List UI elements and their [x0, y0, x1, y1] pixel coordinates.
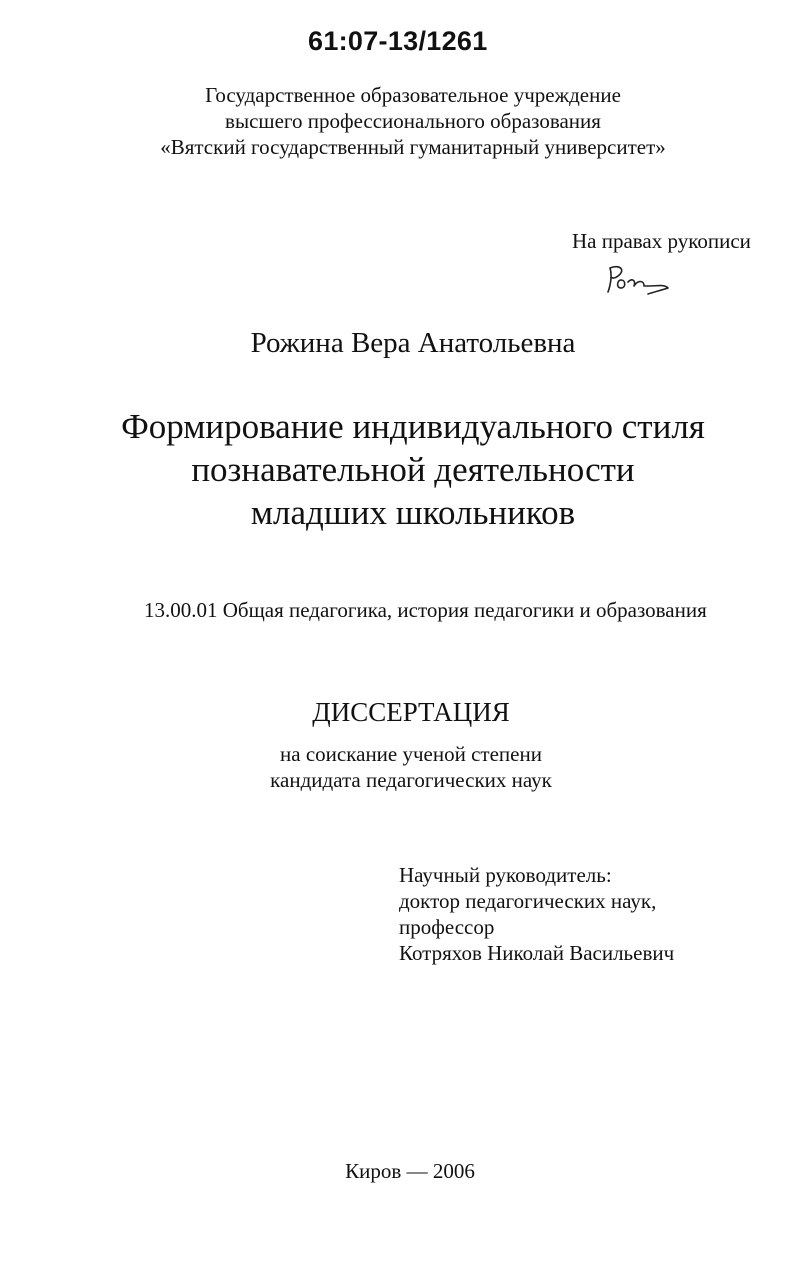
degree-block	[0, 741, 792, 793]
degree-line: на соискание ученой степени	[280, 742, 542, 766]
supervisor-line: профессор	[399, 915, 495, 939]
handwritten-signature	[604, 262, 680, 298]
degree-line: кандидата педагогических наук	[270, 768, 552, 792]
supervisor-line: Котряхов Николай Васильевич	[399, 941, 675, 965]
institution-line: «Вятский государственный гуманитарный университет»	[160, 135, 666, 159]
author-name: Рожина Вера Анатольевна	[250, 327, 576, 359]
specialty-code: 13.00.01 Общая педагогика, история педагогики и образования	[144, 598, 707, 622]
manuscript-rights-label: На правах рукописи	[572, 229, 751, 253]
title-line: Формирование индивидуального стиля	[121, 407, 705, 446]
document-type: ДИССЕРТАЦИЯ	[312, 697, 510, 727]
title-line: младших школьников	[250, 493, 576, 532]
institution-line: Государственное образовательное учреждение	[205, 83, 621, 107]
institution-block	[0, 82, 792, 160]
archive-stamp-code: 61:07-13/1261	[308, 26, 488, 56]
title-line: познавательной деятельности	[191, 450, 635, 489]
institution-line: высшего профессионального образования	[225, 109, 601, 133]
supervisor-line: Научный руководитель:	[399, 863, 612, 887]
supervisor-line: доктор педагогических наук,	[399, 889, 657, 913]
supervisor-block	[399, 862, 674, 966]
place-and-year: Киров — 2006	[345, 1159, 475, 1183]
dissertation-title	[0, 405, 792, 534]
